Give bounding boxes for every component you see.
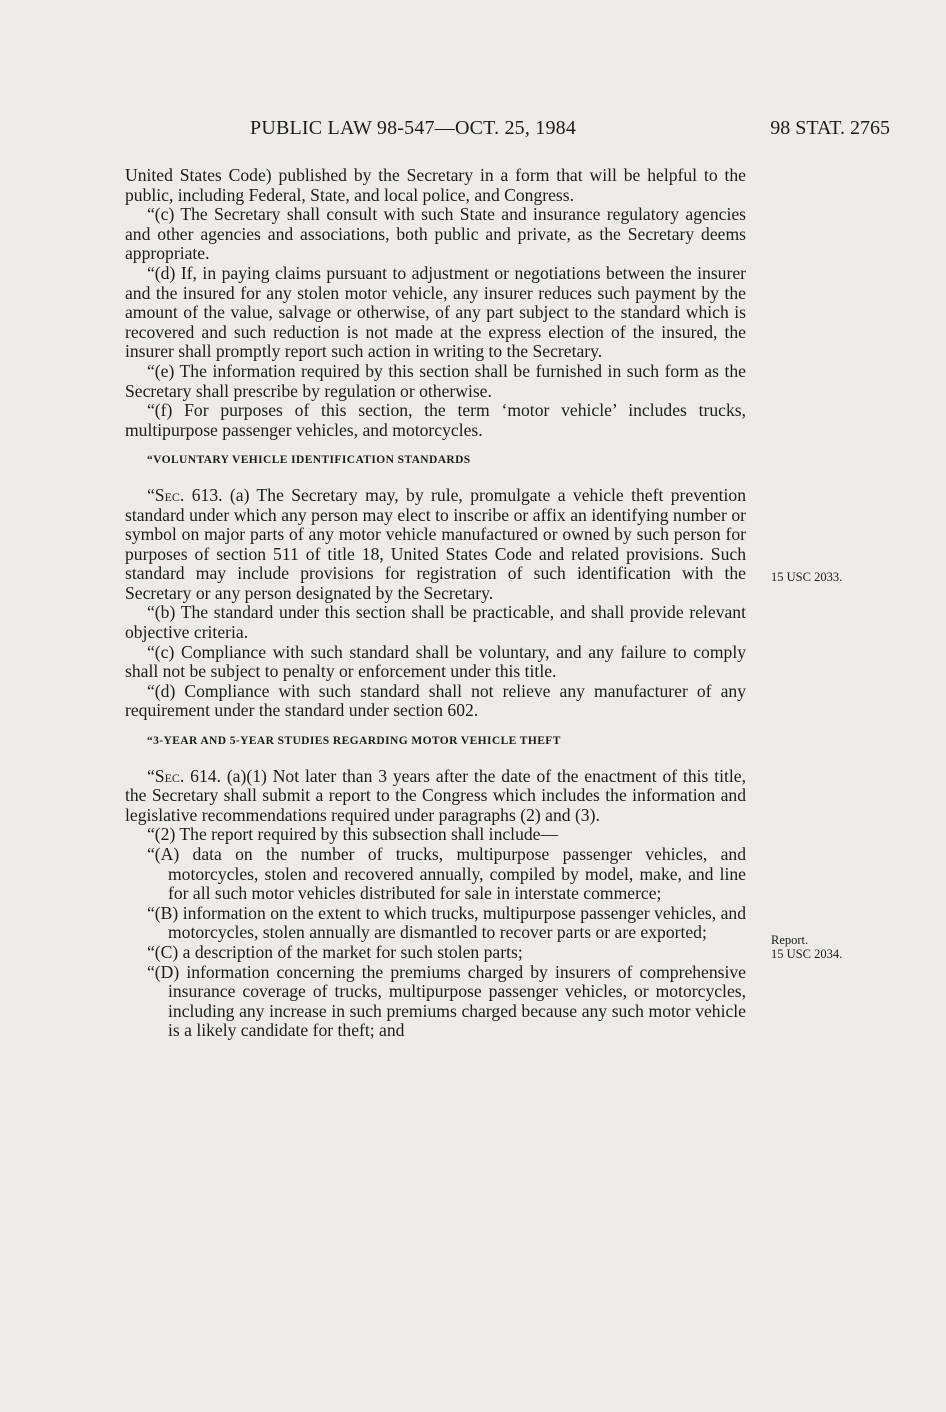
page-body [125, 166, 746, 1041]
section-613-a [125, 486, 746, 604]
subparagraph-D: “(D) information concerning the premiums charged by insurers of comprehensive insurance coverage of trucks, multipurpose passenger vehicles, or motorcycles, including any increase in such premiums charged because any such motor vehicle is a likely candidate for theft; and [147, 961, 746, 1041]
section-613-b: “(b) The standard under this section shall be practicable, and shall provide relevant objective criteria. [125, 602, 746, 643]
subparagraph-B: “(B) information on the extent to which trucks, multipurpose passenger vehicles, and motorcycles, stolen annually are dismantled to recover parts or are exported; [147, 902, 746, 943]
section-614-a-1-text: 614. (a)(1) Not later than 3 years after the date of the enactment of this title, the Secretary shall submit a report to the Congress which includes the information and legislative recommendations required under paragraphs (2) and (3). [125, 765, 746, 825]
paragraph-continuation: United States Code) published by the Secretary in a form that will be helpful to the public, including Federal, State, and local police, and Congress. [125, 165, 746, 205]
section-614-a-1 [125, 767, 746, 826]
margin-note-usc-2033: 15 USC 2033. [771, 570, 843, 584]
subparagraph-A: “(A) data on the number of trucks, multipurpose passenger vehicles, and motorcycles, stolen and recovered annually, compiled by model, make, and line for all such motor vehicles distributed for sale in interstate commerce; [147, 844, 746, 904]
section-heading-613: “VOLUNTARY VEHICLE IDENTIFICATION STANDARDS [147, 454, 471, 467]
subparagraph-C: “(C) a description of the market for such stolen parts; [147, 941, 523, 962]
paragraph-f: “(f) For purposes of this section, the term ‘motor vehicle’ includes trucks, multipurpose passenger vehicles, and motorcycles. [125, 400, 746, 440]
sec-label: “Sec. [147, 765, 185, 786]
section-614-a-2: “(2) The report required by this subsection shall include— [147, 824, 559, 845]
margin-note-usc-2034: 15 USC 2034. [771, 947, 843, 961]
paragraph-d: “(d) If, in paying claims pursuant to adjustment or negotiations between the insurer and the insured for any stolen motor vehicle, any insurer reduces such payment by the amount of the value, salvage or otherwise, of any part subject to the standard which is recovered and such reduction is not made at the express election of the insured, the insurer shall promptly report such action in writing to the Secretary. [125, 262, 746, 362]
section-613-c: “(c) Compliance with such standard shall be voluntary, and any failure to comply shall not be subject to penalty or enforcement under this title. [125, 641, 746, 682]
margin-note-report: Report. [771, 933, 809, 947]
section-613-d: “(d) Compliance with such standard shall not relieve any manufacturer of any requirement under the standard under section 602. [125, 680, 746, 721]
running-title: PUBLIC LAW 98-547—OCT. 25, 1984 [250, 117, 577, 139]
sec-label: “Sec. [147, 484, 185, 505]
paragraph-c: “(c) The Secretary shall consult with such State and insurance regulatory agencies and other agencies and associations, both public and private, as the Secretary deems appropriate. [125, 204, 746, 264]
section-613-a-text: 613. (a) The Secretary may, by rule, promulgate a vehicle theft prevention standard under which any person may elect to inscribe or affix an identifying number or symbol on major parts of any motor vehicle manufactured or owned by such person for purposes of section 511 of title 18, United States Code and related provisions. Such standard may include provisions for registration of such identification with the Secretary or any person designated by the Secretary. [125, 484, 746, 603]
page-header [120, 117, 890, 147]
section-heading-614: “3-YEAR AND 5-YEAR STUDIES REGARDING MOTOR VEHICLE THEFT [147, 735, 561, 748]
statute-page-ref: 98 STAT. 2765 [770, 117, 890, 139]
paragraph-e: “(e) The information required by this section shall be furnished in such form as the Secretary shall prescribe by regulation or otherwise. [125, 360, 746, 401]
